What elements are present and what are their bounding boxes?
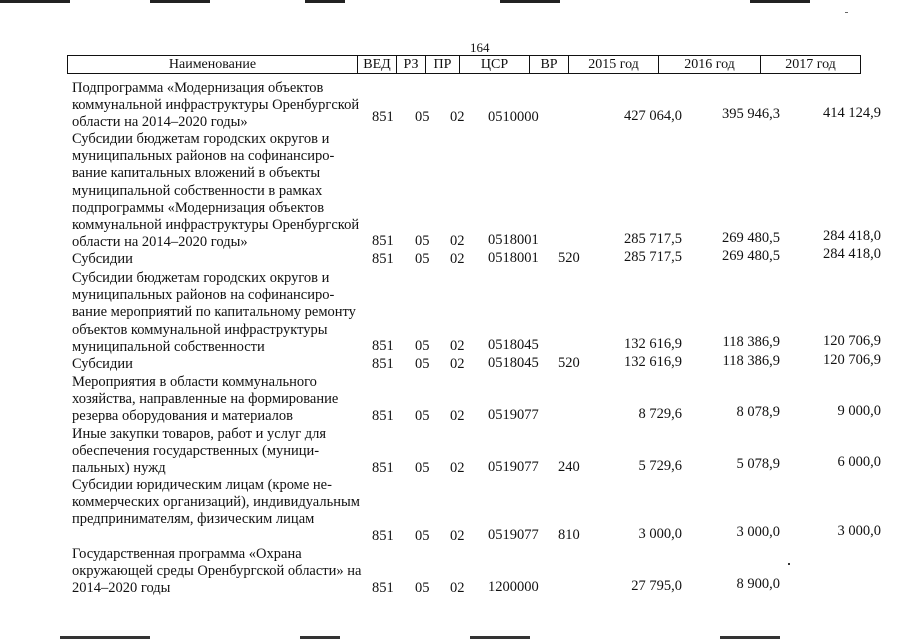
row-csr: 0519077 <box>488 459 539 475</box>
row-2016: 395 946,3 <box>722 106 780 122</box>
row-pr: 02 <box>450 528 465 544</box>
page-number: 164 <box>470 40 490 55</box>
row-csr: 0510000 <box>488 109 539 125</box>
header-vr: ВР <box>530 56 569 74</box>
row-rz: 05 <box>415 356 430 372</box>
row-2016: 8 900,0 <box>736 576 780 592</box>
row-pr: 02 <box>450 251 465 267</box>
row-2017: 6 000,0 <box>837 454 881 470</box>
row-pr: 02 <box>450 580 465 596</box>
row-name: Подпрограмма «Модернизация объектов коммунальной инфраструктуры Оренбургской области на 2014–2020 годы» <box>72 80 360 131</box>
header-2015: 2015 год <box>569 56 659 74</box>
header-2017: 2017 год <box>761 56 861 74</box>
scan-speck <box>788 563 790 565</box>
row-csr: 0519077 <box>488 407 539 423</box>
row-2016: 118 386,9 <box>722 353 780 369</box>
row-2015: 427 064,0 <box>624 108 682 124</box>
row-2015: 27 795,0 <box>631 578 682 594</box>
row-2016: 8 078,9 <box>736 404 780 420</box>
scan-edge-bottom <box>0 634 905 640</box>
row-pr: 02 <box>450 109 465 125</box>
row-2017: 120 706,9 <box>823 352 881 368</box>
row-2017: 414 124,9 <box>823 105 881 121</box>
row-ved: 851 <box>372 528 394 544</box>
row-2016: 5 078,9 <box>736 456 780 472</box>
row-2015: 3 000,0 <box>638 526 682 542</box>
row-2017: 120 706,9 <box>823 333 881 349</box>
row-rz: 05 <box>415 109 430 125</box>
row-2016: 269 480,5 <box>722 248 780 264</box>
row-rz: 05 <box>415 580 430 596</box>
row-2017: 9 000,0 <box>837 403 881 419</box>
row-pr: 02 <box>450 408 465 424</box>
row-2017: 3 000,0 <box>837 523 881 539</box>
row-2017: 284 418,0 <box>823 246 881 262</box>
row-rz: 05 <box>415 251 430 267</box>
row-csr: 1200000 <box>488 579 539 595</box>
row-pr: 02 <box>450 338 465 354</box>
row-name: Субсидии <box>72 356 133 372</box>
row-name: Иные закупки товаров, работ и услуг для обеспечения государственных (муниципальных) нужд <box>72 426 327 477</box>
row-2015: 132 616,9 <box>624 354 682 370</box>
row-vr: 520 <box>558 355 580 371</box>
row-2015: 132 616,9 <box>624 336 682 352</box>
row-name: Субсидии бюджетам городских округов и муниципальных районов на софинансирование капитальных вложений в объекты муниципальной собственности в рамках подпрограммы «Модернизация объектов коммунальной инфраструктуры Оренбургской области на 2014–2020 годы» <box>72 131 360 251</box>
row-2015: 5 729,6 <box>638 458 682 474</box>
row-vr: 240 <box>558 459 580 475</box>
row-2016: 3 000,0 <box>736 524 780 540</box>
row-ved: 851 <box>372 251 394 267</box>
scan-edge-top <box>0 0 905 4</box>
row-csr: 0518045 <box>488 337 539 353</box>
row-rz: 05 <box>415 408 430 424</box>
row-ved: 851 <box>372 338 394 354</box>
row-2015: 285 717,5 <box>624 231 682 247</box>
row-name: Мероприятия в области коммунального хозяйства, направленные на формирование резерва оборудования и материалов <box>72 374 339 425</box>
row-name: Государственная программа «Охрана окружающей среды Оренбургской области» на 2014–2020 годы <box>72 546 362 597</box>
header-rz: РЗ <box>397 56 426 74</box>
row-csr: 0518001 <box>488 250 539 266</box>
row-2017: 284 418,0 <box>823 228 881 244</box>
header-csr: ЦСР <box>460 56 530 74</box>
header-pr: ПР <box>426 56 460 74</box>
row-rz: 05 <box>415 233 430 249</box>
row-rz: 05 <box>415 528 430 544</box>
row-ved: 851 <box>372 356 394 372</box>
row-2015: 8 729,6 <box>638 406 682 422</box>
row-ved: 851 <box>372 109 394 125</box>
row-rz: 05 <box>415 338 430 354</box>
row-name: Субсидии бюджетам городских округов и муниципальных районов на софинансирование мероприятий по капитальному ремонту объектов коммунальной инфраструктуры муниципальной собственности <box>72 270 356 355</box>
row-csr: 0519077 <box>488 527 539 543</box>
row-ved: 851 <box>372 580 394 596</box>
row-pr: 02 <box>450 460 465 476</box>
row-vr: 520 <box>558 250 580 266</box>
row-name: Субсидии <box>72 251 133 267</box>
header-2016: 2016 год <box>659 56 761 74</box>
row-2015: 285 717,5 <box>624 249 682 265</box>
row-vr: 810 <box>558 527 580 543</box>
row-csr: 0518045 <box>488 355 539 371</box>
row-csr: 0518001 <box>488 232 539 248</box>
row-2016: 269 480,5 <box>722 230 780 246</box>
header-name: Наименование <box>68 56 358 74</box>
row-name: Субсидии юридическим лицам (кроме некоммерческих организаций), индивидуальным предпринимателям, физическим лицам <box>72 477 360 528</box>
row-rz: 05 <box>415 460 430 476</box>
row-pr: 02 <box>450 233 465 249</box>
row-pr: 02 <box>450 356 465 372</box>
row-ved: 851 <box>372 460 394 476</box>
row-ved: 851 <box>372 408 394 424</box>
row-2016: 118 386,9 <box>722 334 780 350</box>
header-ved: ВЕД <box>358 56 397 74</box>
row-ved: 851 <box>372 233 394 249</box>
table-header <box>67 55 861 74</box>
scan-speck <box>845 12 848 13</box>
